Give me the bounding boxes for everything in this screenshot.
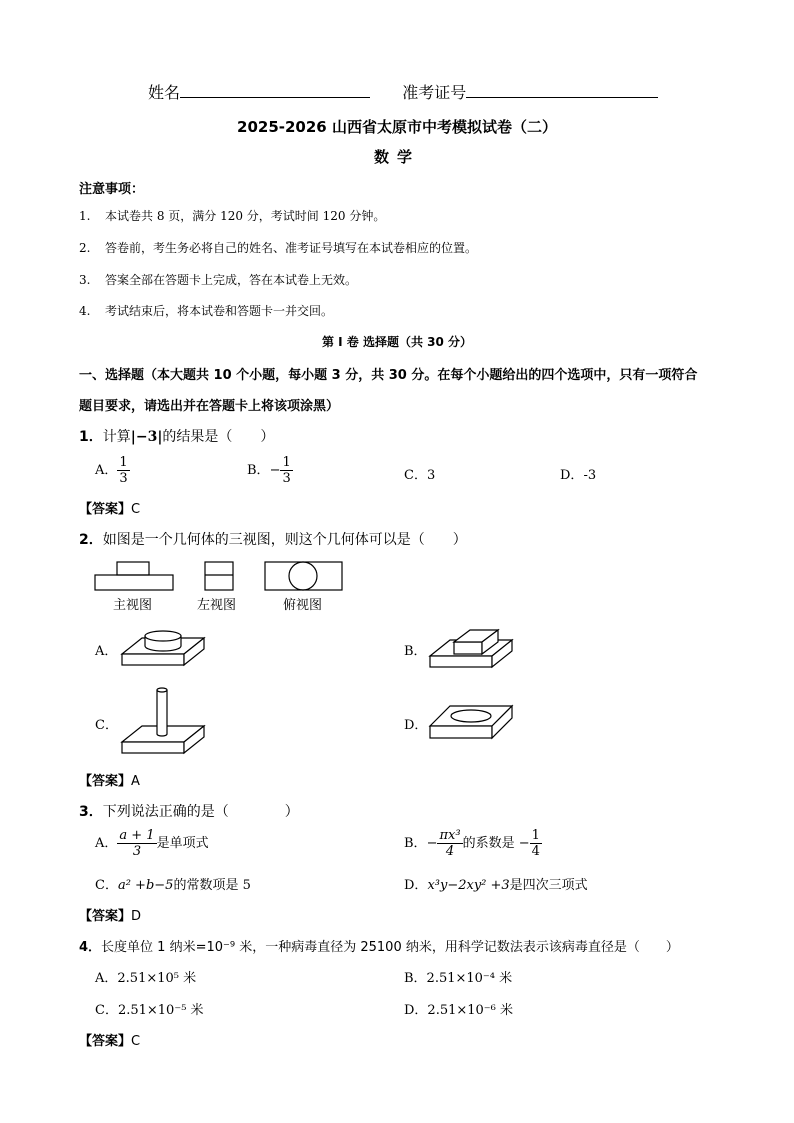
candidate-info-line [148, 80, 658, 103]
q4-answer: 【答案】C [79, 1034, 141, 1049]
q3-answer: 【答案】D [79, 909, 142, 924]
q3-option-c[interactable]: C．a² +b−5的常数项是 5 [95, 878, 251, 893]
q2-option-a-figure[interactable] [120, 628, 210, 668]
q3-option-b[interactable]: B．− $\frac{\text{πx³}}{4}$ 的系数是 − $\frac{1}{4}$ [404, 828, 540, 859]
question-3: 3．下列说法正确的是（ ） [79, 804, 299, 820]
question-1: 1．计算|−3|的结果是（ ） [79, 429, 275, 445]
q4-option-a[interactable]: A．2.51×10⁵ 米 [95, 971, 197, 986]
instructions-line-1: 一、选择题（本大题共 10 个小题，每小题 3 分，共 30 分。在每个小题给出的四个选项中，只有一项符合 [79, 368, 698, 383]
subject-title: 数学 [373, 148, 420, 166]
q3-option-d[interactable]: D．x³y−2xy² +3是四次三项式 [404, 878, 588, 893]
q4-option-d[interactable]: D．2.51×10⁻⁶ 米 [404, 1003, 514, 1018]
q2-option-d-figure[interactable] [428, 702, 520, 742]
q1-answer: 【答案】C [79, 502, 141, 517]
front-view-caption: 主视图 [113, 598, 153, 613]
instructions-line-2: 题目要求，请选出并在答题卡上将该项涂黑） [79, 399, 340, 414]
notice-item: 2. 答卷前，考生务必将自己的姓名、准考证号填写在本试卷相应的位置。 [79, 241, 478, 255]
side-view-caption: 左视图 [197, 598, 237, 613]
q1-option-b[interactable]: B．− $\frac{1}{3}$ [247, 455, 291, 486]
notice-item: 1. 本试卷共 8 页，满分 120 分，考试时间 120 分钟。 [79, 209, 386, 223]
top-view-caption: 俯视图 [283, 598, 323, 613]
q2-answer: 【答案】A [79, 774, 140, 789]
q2-option-c-label[interactable]: C． [95, 718, 118, 733]
q1-option-d[interactable]: D．-3 [560, 468, 597, 483]
q2-option-c-figure[interactable] [120, 686, 210, 758]
question-2: 2．如图是一个几何体的三视图，则这个几何体可以是（ ） [79, 532, 467, 548]
q4-option-b[interactable]: B．2.51×10⁻⁴ 米 [404, 971, 513, 986]
section-title: 第 I 卷 选择题（共 30 分） [321, 335, 473, 349]
notice-title: 注意事项： [79, 182, 145, 197]
q2-option-b-figure[interactable] [428, 626, 520, 668]
q2-option-b-label[interactable]: B． [404, 644, 427, 659]
q2-option-d-label[interactable]: D． [404, 718, 428, 733]
question-4: 4．长度单位 1 纳米=10⁻⁹ 米，一种病毒直径为 25100 纳米，用科学记数法表示该病毒直径是（ ） [79, 940, 679, 955]
q4-option-c[interactable]: C．2.51×10⁻⁵ 米 [95, 1003, 204, 1018]
name-field[interactable] [180, 80, 370, 98]
q1-option-a[interactable]: A． $\frac{1}{3}$ [95, 455, 128, 486]
name-label: 姓名 [148, 83, 181, 102]
q3-option-a[interactable]: A． $\frac{a + 1}{3}$ 是单项式 [95, 828, 209, 859]
exam-title: 2025-2026 山西省太原市中考模拟试卷（二） [237, 118, 557, 136]
q1-option-c[interactable]: C．3 [404, 468, 436, 483]
q2-option-a-label[interactable]: A． [95, 644, 118, 659]
notice-item: 4. 考试结束后，将本试卷和答题卡一并交回。 [79, 304, 334, 318]
notice-item: 3. 答案全部在答题卡上完成，答在本试卷上无效。 [79, 273, 358, 287]
exam-id-field[interactable] [466, 80, 658, 98]
exam-id-label: 准考证号 [402, 83, 467, 102]
three-view-drawings [95, 560, 355, 592]
